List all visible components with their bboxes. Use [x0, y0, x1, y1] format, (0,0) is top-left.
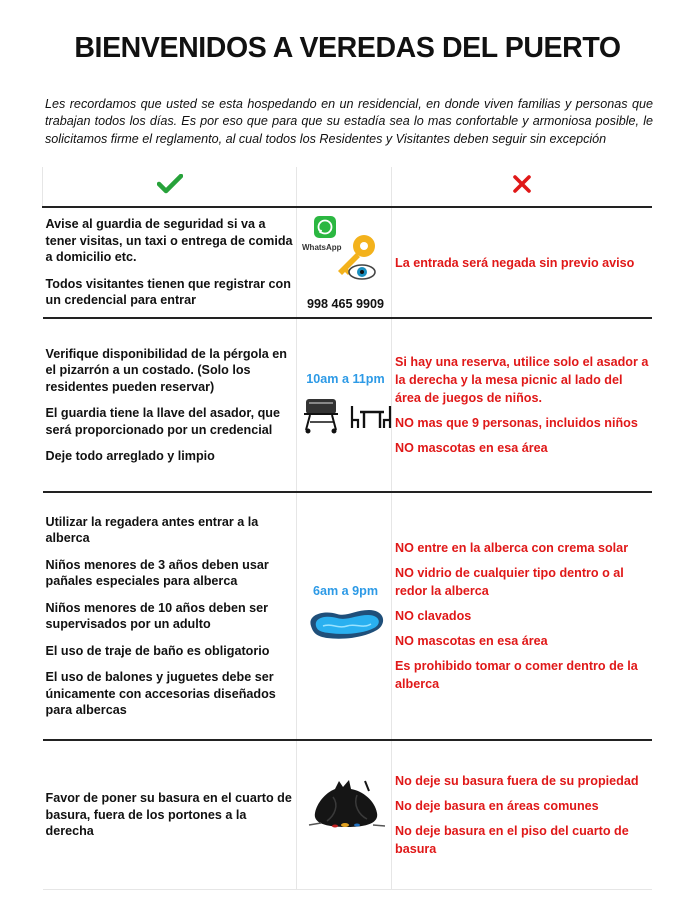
allowed-rule: Avise al guardia de seguridad si va a tener visitas, un taxi o entrega de comida a domicilio etc. — [45, 217, 293, 265]
forbidden-cell — [392, 318, 652, 492]
rule-row-basura — [43, 740, 652, 889]
intro-paragraph: Les recordamos que usted se esta hospedando en un residencial, en donde viven familias y personas que trabajan todos los días. Es por eso que para que su estadía sea lo mas confortable y armoniosa posible, le solicitamos firme el reglamento, al cual todos los Residentes y Visitantes deben seguir sin excepción — [45, 97, 653, 146]
allowed-cell — [43, 740, 297, 889]
info-cell — [297, 207, 392, 318]
forbidden-cell — [392, 492, 652, 740]
forbidden-rule: Es prohibido tomar o comer dentro de la alberca — [395, 659, 638, 691]
forbidden-rule: NO vidrio de cualquier tipo dentro o al redor la alberca — [395, 566, 624, 598]
info-cell — [297, 318, 392, 492]
rules-table — [42, 167, 652, 890]
allowed-rule: Utilizar la regadera antes entrar a la alberca — [45, 514, 259, 545]
allowed-cell — [43, 318, 297, 492]
allowed-rule: Niños menores de 10 años deben ser supervisados por un adulto — [45, 600, 269, 631]
hours-label: 10am a 11pm — [306, 371, 385, 386]
table-header-row — [43, 167, 652, 207]
forbidden-cell — [392, 740, 652, 889]
phone-number: 998 465 9909 — [306, 297, 385, 311]
hours-label: 6am a 9pm — [312, 583, 379, 598]
forbidden-rule: La entrada será negada sin previo aviso — [395, 255, 635, 270]
cross-icon — [512, 174, 532, 194]
allowed-rule: Niños menores de 3 años deben usar pañales especiales para alberca — [45, 557, 269, 588]
allowed-rule: Favor de poner su basura en el cuarto de basura, fuera de los portones a la derecha — [45, 791, 292, 838]
allowed-rule: El uso de balones y juguetes debe ser únicamente con accesorias diseñados para albercas — [45, 670, 276, 717]
allowed-rule: El guardia tiene la llave del asador, que será proporcionado por un credencial — [45, 406, 280, 437]
whatsapp-label: WhatsApp — [301, 243, 342, 252]
forbidden-rule: NO clavados — [395, 609, 472, 623]
allowed-rule: Todos visitantes tienen que registrar con un credencial para entrar — [45, 276, 291, 308]
trash-bag-icon — [305, 777, 387, 829]
allowed-cell — [43, 492, 297, 740]
forbidden-rule: NO entre en la alberca con crema solar — [395, 541, 629, 555]
info-cell — [297, 740, 392, 889]
forbidden-cell — [392, 207, 652, 318]
checkmark-icon — [157, 174, 183, 194]
forbidden-rule: NO mascotas en esa área — [395, 441, 548, 455]
forbidden-rule: No deje basura en el piso del cuarto de basura — [395, 823, 629, 856]
rule-row-pergola — [43, 318, 652, 492]
forbidden-rule: No deje su basura fuera de su propiedad — [395, 773, 639, 788]
forbidden-rule: NO mas que 9 personas, incluidos niños — [395, 416, 638, 430]
allowed-rule: El uso de traje de baño es obligatorio — [45, 643, 270, 658]
forbidden-rule: No deje basura en áreas comunes — [395, 798, 599, 813]
grill-picnic-icon — [300, 394, 392, 434]
forbidden-rule: NO mascotas en esa área — [395, 634, 548, 648]
info-cell — [297, 492, 392, 740]
page-title: BIENVENIDOS A VEREDAS DEL PUERTO — [74, 32, 621, 64]
allowed-rule: Verifique disponibilidad de la pérgola en el pizarrón a un costado. (Solo los residentes pueden reservar) — [45, 346, 287, 394]
pool-icon — [303, 604, 389, 644]
forbidden-rule: Si hay una reserva, utilice solo el asador a la derecha y la mesa picnic al lado del área de juegos de niños. — [395, 355, 649, 405]
rule-row-alberca — [43, 492, 652, 740]
allowed-cell — [43, 207, 297, 318]
whatsapp-key-eye-icon — [302, 214, 390, 288]
allowed-rule: Deje todo arreglado y limpio — [45, 449, 215, 463]
rule-row-visitas — [43, 207, 652, 318]
